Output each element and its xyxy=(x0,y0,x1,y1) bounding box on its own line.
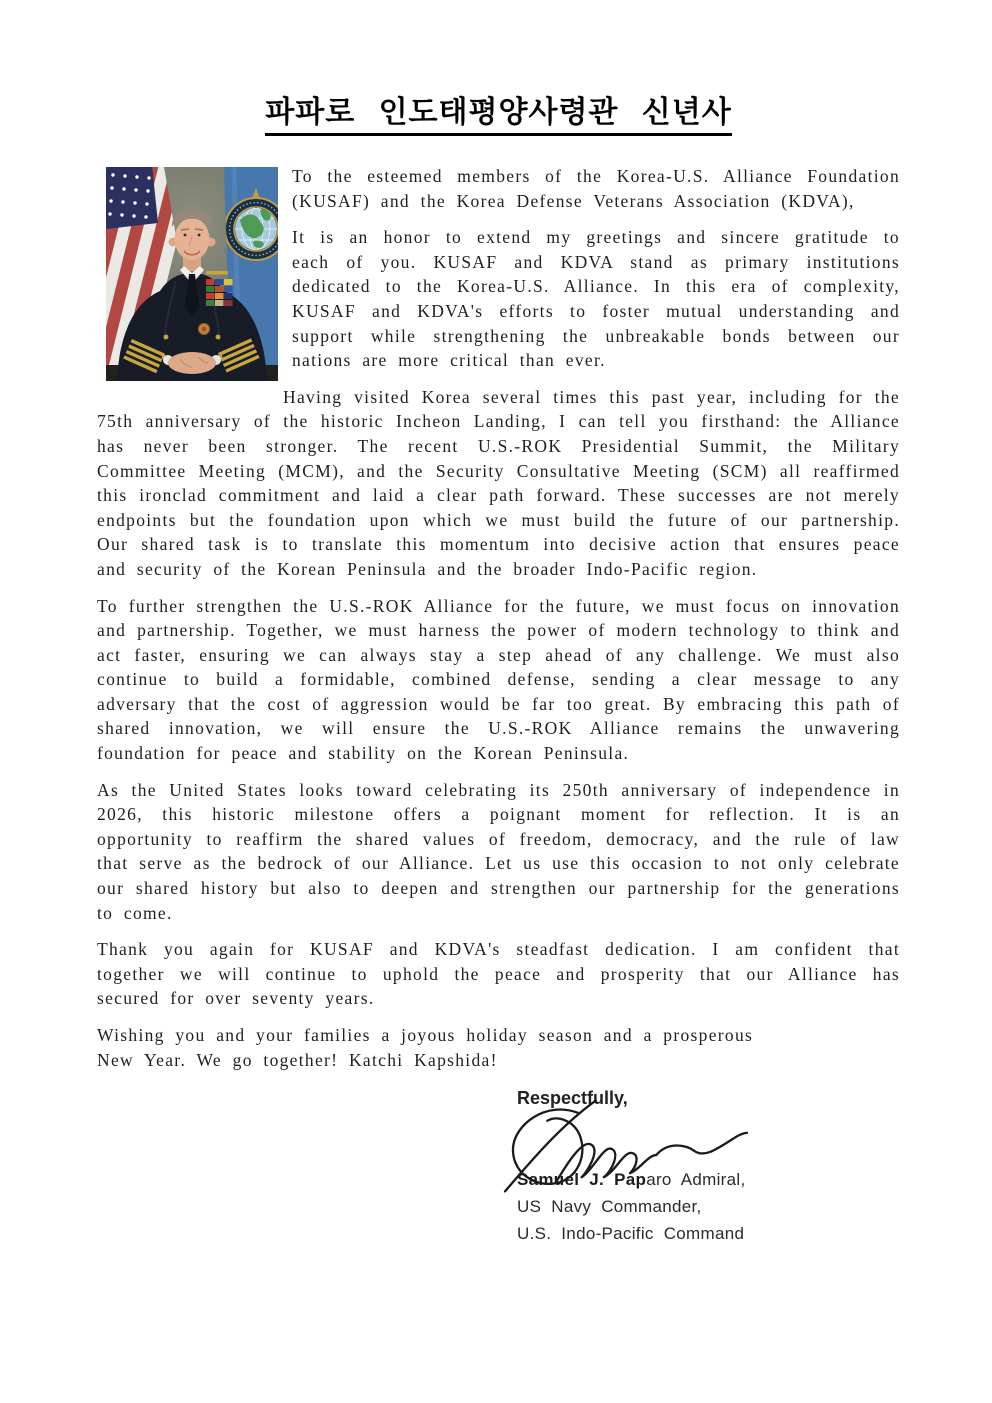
letter-paragraph: As the United States looks toward celebrating its 250th anniversary of independence in 2026, this historic milestone offers a poignant moment for reflection. It is an opportunity to reaffirm the shared values of freedom, democracy, and the rule of law that serve as the bedrock of our Alliance. Let us use this occasion to not only celebrate our shared history but also to deepen and strengthen our partnership for the generations to come. xyxy=(97,779,900,923)
signatory-name-rest: aro Admiral, xyxy=(646,1170,746,1190)
portrait-photo xyxy=(106,167,278,381)
face xyxy=(175,218,210,260)
signatory-title-line: US Navy Commander, xyxy=(517,1197,702,1217)
portrait-photo-graphic xyxy=(106,167,278,381)
signature-space xyxy=(517,1110,857,1166)
closing-salutation: Respectfully, xyxy=(517,1088,628,1109)
wishing-line-1: Wishing you and your families a joyous holiday season and a prosperous xyxy=(97,1025,754,1045)
letter-paragraph: To further strengthen the U.S.-ROK Alliance for the future, we must focus on innovation and partnership. Together, we must harness the power of modern technology to think and act faster, ensuring we can always stay a step ahead of any challenge. We must also continue to build a formidable, combined defense, sending a clear message to any adversary that the cost of aggression would be far too great. By embracing this path of shared innovation, we will ensure the U.S.-ROK Alliance remains the unwavering foundation for peace and stability on the Korean Peninsula. xyxy=(97,595,900,764)
letter-title-text: 파파로 인도태평양사령관 신년사 xyxy=(265,96,731,136)
closing-block xyxy=(517,1086,857,1247)
wishing-line-2: New Year. We go together! Katchi Kapshida! xyxy=(97,1049,498,1070)
hands xyxy=(168,352,216,374)
letter-paragraph: To the esteemed members of the Korea-U.S. Alliance Foundation (KUSAF) and the Korea Defense Veterans Association (KDVA), xyxy=(292,166,900,211)
letter-paragraph: Having visited Korea several times this past year, including for the 75th anniversary of the historic Incheon Landing, I can tell you firsthand: the Alliance has never been stronger. The recent U.S.-ROK Presidential Summit, the Military Committee Meeting (MCM), and the Security Consultative Meeting (SCM) all reaffirmed this ironclad commitment and laid a clear path forward. These successes are not merely endpoints but the foundation upon which we must build the future of our partnership. Our shared task is to translate this momentum into decisive action that ensures peace and security of the Korean Peninsula and the broader Indo-Pacific region. xyxy=(97,386,900,579)
signatory-command-line: U.S. Indo-Pacific Command xyxy=(517,1224,745,1244)
signatory-name-line xyxy=(517,1166,857,1193)
signatory-name-bold: Samuel J. Pap xyxy=(517,1170,647,1190)
letter-paragraph: Thank you again for KUSAF and KDVA's steadfast dedication. I am confident that together we will continue to uphold the peace and prosperity that our Alliance has secured for over seventy years. xyxy=(97,939,900,1009)
warfare-pin xyxy=(206,271,228,275)
wishing-paragraph xyxy=(97,1023,900,1072)
letter-title xyxy=(97,92,900,134)
letter-paragraph: It is an honor to extend my greetings and sincere gratitude to each of you. KUSAF and KDVA stand as primary institutions dedicated to the Korea-U.S. Alliance. In this era of complexity, KUSAF and KDVA's efforts to foster mutual understanding and support while strengthening the unbreakable bonds between our nations are more critical than ever. xyxy=(292,227,900,371)
